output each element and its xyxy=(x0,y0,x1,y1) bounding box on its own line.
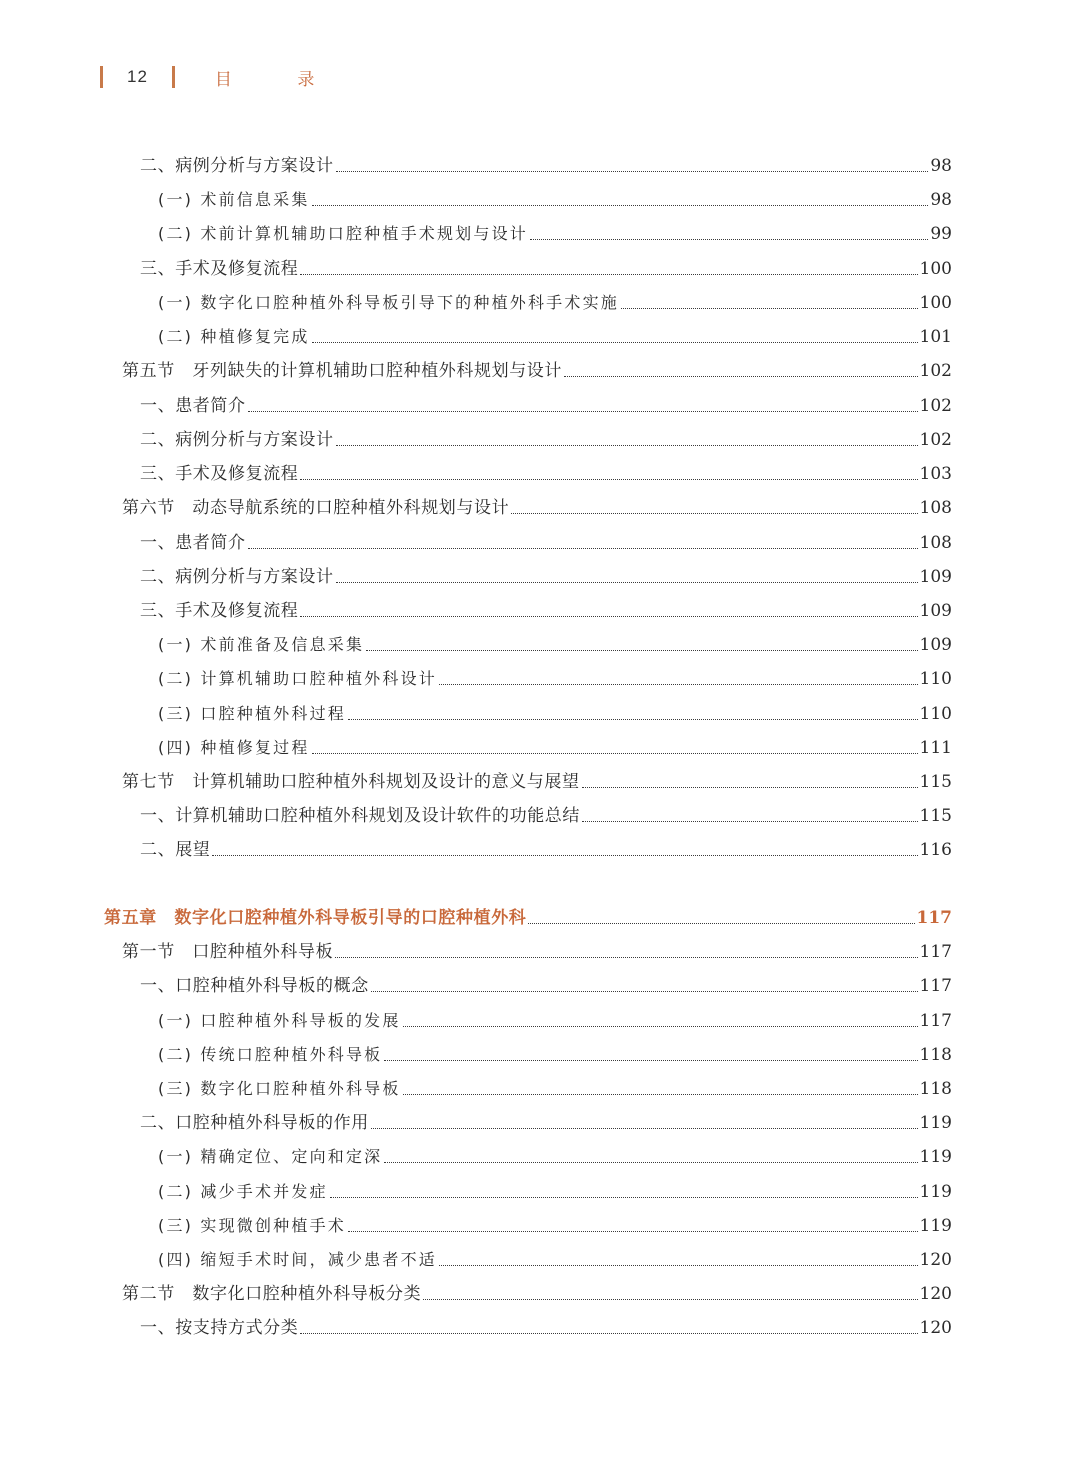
toc-entry-title: 第五节 牙列缺失的计算机辅助口腔种植外科规划与设计 xyxy=(122,361,562,381)
toc-entry-title: (二) 术前计算机辅助口腔种植手术规划与设计 xyxy=(158,224,528,243)
toc-entry-title: 第七节 计算机辅助口腔种植外科规划及设计的意义与展望 xyxy=(122,772,580,792)
toc-leader-dots xyxy=(330,1196,918,1198)
toc-entry-page: 118 xyxy=(919,1045,952,1065)
toc-entry-page: 115 xyxy=(919,772,952,792)
toc-entry-title: 第二节 数字化口腔种植外科导板分类 xyxy=(122,1284,422,1304)
toc-entry-page: 120 xyxy=(919,1250,952,1270)
toc-entry[interactable] xyxy=(122,353,952,383)
toc-entry[interactable] xyxy=(140,798,952,828)
toc-entry-page: 109 xyxy=(919,635,952,655)
toc-entry[interactable] xyxy=(140,1105,952,1135)
toc-leader-dots xyxy=(528,922,914,924)
toc-leader-dots xyxy=(530,238,928,240)
toc-leader-dots xyxy=(371,990,918,992)
toc-entry[interactable] xyxy=(158,216,952,246)
toc-leader-dots xyxy=(564,375,918,377)
header-title: 目 录 xyxy=(214,69,345,90)
toc-entry[interactable] xyxy=(158,285,952,315)
toc-leader-dots xyxy=(248,410,918,412)
toc-entry-title: (二) 种植修复完成 xyxy=(158,327,310,346)
toc-entry[interactable] xyxy=(140,388,952,418)
toc-leader-dots xyxy=(439,1264,918,1266)
toc-entry[interactable] xyxy=(158,1242,952,1272)
toc-leader-dots xyxy=(300,615,917,617)
toc-entry[interactable] xyxy=(122,490,952,520)
toc-entry-page: 119 xyxy=(919,1113,952,1133)
toc-entry[interactable] xyxy=(140,1310,952,1340)
toc-entry-page: 119 xyxy=(919,1147,952,1167)
toc-entry[interactable] xyxy=(122,1276,952,1306)
toc-leader-dots xyxy=(336,581,918,583)
page-number: 12 xyxy=(127,67,148,86)
toc-leader-dots xyxy=(384,1161,917,1163)
toc-entry-title: 一、患者简介 xyxy=(140,396,246,416)
toc-entry[interactable] xyxy=(140,251,952,281)
toc-leader-dots xyxy=(312,752,918,754)
toc-leader-dots xyxy=(336,170,929,172)
toc-entry[interactable] xyxy=(158,182,952,212)
toc-entry-title: 三、手术及修复流程 xyxy=(140,601,299,621)
toc-leader-dots xyxy=(371,1127,918,1129)
toc-entry-page: 101 xyxy=(919,327,952,347)
toc-entry-title: (一) 数字化口腔种植外科导板引导下的种植外科手术实施 xyxy=(158,293,619,312)
toc-entry-title: (四) 缩短手术时间，减少患者不适 xyxy=(158,1250,437,1269)
toc-entry-page: 118 xyxy=(919,1079,952,1099)
toc-entry-page: 110 xyxy=(919,704,952,724)
toc-leader-dots xyxy=(384,1059,917,1061)
toc-entry-page: 115 xyxy=(919,806,952,826)
toc-leader-dots xyxy=(366,649,917,651)
toc-entry-title: (二) 计算机辅助口腔种植外科设计 xyxy=(158,669,437,688)
toc-entry-page: 116 xyxy=(919,840,952,860)
toc-entry[interactable] xyxy=(158,1037,952,1067)
toc-leader-dots xyxy=(511,512,917,514)
toc-entry[interactable] xyxy=(140,968,952,998)
toc-entry-title: 第六节 动态导航系统的口腔种植外科规划与设计 xyxy=(122,498,510,518)
toc-entry[interactable] xyxy=(158,1174,952,1204)
toc-entry-title: 第五章 数字化口腔种植外科导板引导的口腔种植外科 xyxy=(104,908,527,928)
toc-entry-page: 111 xyxy=(919,738,952,758)
toc-entry[interactable] xyxy=(158,661,952,691)
toc-leader-dots xyxy=(403,1093,918,1095)
toc-entry[interactable] xyxy=(140,832,952,862)
header-bar-left xyxy=(100,66,103,88)
toc-entry[interactable] xyxy=(104,900,952,930)
toc-entry-title: (一) 精确定位、定向和定深 xyxy=(158,1147,383,1166)
toc-leader-dots xyxy=(582,820,918,822)
toc-leader-dots xyxy=(336,444,918,446)
toc-entry-page: 100 xyxy=(919,259,952,279)
toc-entry-title: 三、手术及修复流程 xyxy=(140,464,299,484)
toc-entry-page: 117 xyxy=(916,908,952,928)
toc-entry-page: 100 xyxy=(919,293,952,313)
header-bar-right xyxy=(172,66,175,88)
toc-entry-page: 99 xyxy=(930,224,952,244)
toc-entry-page: 109 xyxy=(919,567,952,587)
toc-entry[interactable] xyxy=(140,148,952,178)
toc-entry-page: 102 xyxy=(919,430,952,450)
toc-entry-page: 108 xyxy=(919,533,952,553)
toc-entry-title: 一、按支持方式分类 xyxy=(140,1318,299,1338)
toc-entry[interactable] xyxy=(122,934,952,964)
toc-entry-page: 117 xyxy=(919,1011,952,1031)
toc-entry-title: (二) 减少手术并发症 xyxy=(158,1182,328,1201)
toc-entry-title: 一、口腔种植外科导板的概念 xyxy=(140,976,369,996)
page-header xyxy=(100,62,344,92)
toc-entry[interactable] xyxy=(122,764,952,794)
toc-entry-page: 119 xyxy=(919,1216,952,1236)
toc-entry-title: (二) 传统口腔种植外科导板 xyxy=(158,1045,383,1064)
toc-leader-dots xyxy=(621,307,918,309)
toc-entry-title: (一) 口腔种植外科导板的发展 xyxy=(158,1011,401,1030)
toc-entry-page: 117 xyxy=(919,976,952,996)
toc-leader-dots xyxy=(300,1332,917,1334)
toc-entry-page: 102 xyxy=(919,396,952,416)
toc-leader-dots xyxy=(439,683,918,685)
toc-entry-title: (三) 口腔种植外科过程 xyxy=(158,704,346,723)
toc-entry[interactable] xyxy=(158,1208,952,1238)
toc-entry[interactable] xyxy=(140,593,952,623)
toc-entry-title: 二、病例分析与方案设计 xyxy=(140,567,334,587)
toc-leader-dots xyxy=(335,956,917,958)
toc-entry-title: 三、手术及修复流程 xyxy=(140,259,299,279)
toc-leader-dots xyxy=(248,547,918,549)
toc-entry-title: 第一节 口腔种植外科导板 xyxy=(122,942,334,962)
toc-entry-title: 二、口腔种植外科导板的作用 xyxy=(140,1113,369,1133)
toc-entry[interactable] xyxy=(140,559,952,589)
toc-entry-title: 二、病例分析与方案设计 xyxy=(140,430,334,450)
toc-entry-page: 98 xyxy=(930,156,952,176)
toc-entry[interactable] xyxy=(158,1139,952,1169)
toc-entry-title: (四) 种植修复过程 xyxy=(158,738,310,757)
toc-entry[interactable] xyxy=(158,730,952,760)
toc-leader-dots xyxy=(403,1025,918,1027)
toc-entry[interactable] xyxy=(158,627,952,657)
toc-entry[interactable] xyxy=(158,1071,952,1101)
toc-entry-title: (三) 实现微创种植手术 xyxy=(158,1216,346,1235)
toc-entry-title: (一) 术前准备及信息采集 xyxy=(158,635,365,654)
toc-leader-dots xyxy=(312,341,918,343)
toc-entry-page: 108 xyxy=(919,498,952,518)
toc-leader-dots xyxy=(300,273,917,275)
toc-leader-dots xyxy=(300,478,917,480)
toc-entry-page: 119 xyxy=(919,1182,952,1202)
toc-entry-title: (一) 术前信息采集 xyxy=(158,190,310,209)
toc-entry[interactable] xyxy=(140,422,952,452)
toc-entry[interactable] xyxy=(140,525,952,555)
toc-entry-title: 二、展望 xyxy=(140,840,211,860)
toc-entry[interactable] xyxy=(158,696,952,726)
toc-leader-dots xyxy=(423,1298,917,1300)
toc-leader-dots xyxy=(348,1230,918,1232)
toc-entry[interactable] xyxy=(158,319,952,349)
toc-entry-page: 110 xyxy=(919,669,952,689)
toc-entry[interactable] xyxy=(158,1003,952,1033)
toc-entry-page: 120 xyxy=(919,1284,952,1304)
toc-entry-title: 一、计算机辅助口腔种植外科规划及设计软件的功能总结 xyxy=(140,806,580,826)
toc-leader-dots xyxy=(212,854,917,856)
toc-leader-dots xyxy=(348,718,918,720)
toc-entry-page: 117 xyxy=(919,942,952,962)
toc-entry-title: 一、患者简介 xyxy=(140,533,246,553)
toc-entry-page: 98 xyxy=(930,190,952,210)
toc-entry[interactable] xyxy=(140,456,952,486)
toc-entry-title: (三) 数字化口腔种植外科导板 xyxy=(158,1079,401,1098)
toc-entry-page: 120 xyxy=(919,1318,952,1338)
toc-entry-title: 二、病例分析与方案设计 xyxy=(140,156,334,176)
toc-entry-page: 109 xyxy=(919,601,952,621)
toc-entry-page: 103 xyxy=(919,464,952,484)
toc-leader-dots xyxy=(312,204,929,206)
toc-leader-dots xyxy=(582,786,918,788)
toc-entry-page: 102 xyxy=(919,361,952,381)
